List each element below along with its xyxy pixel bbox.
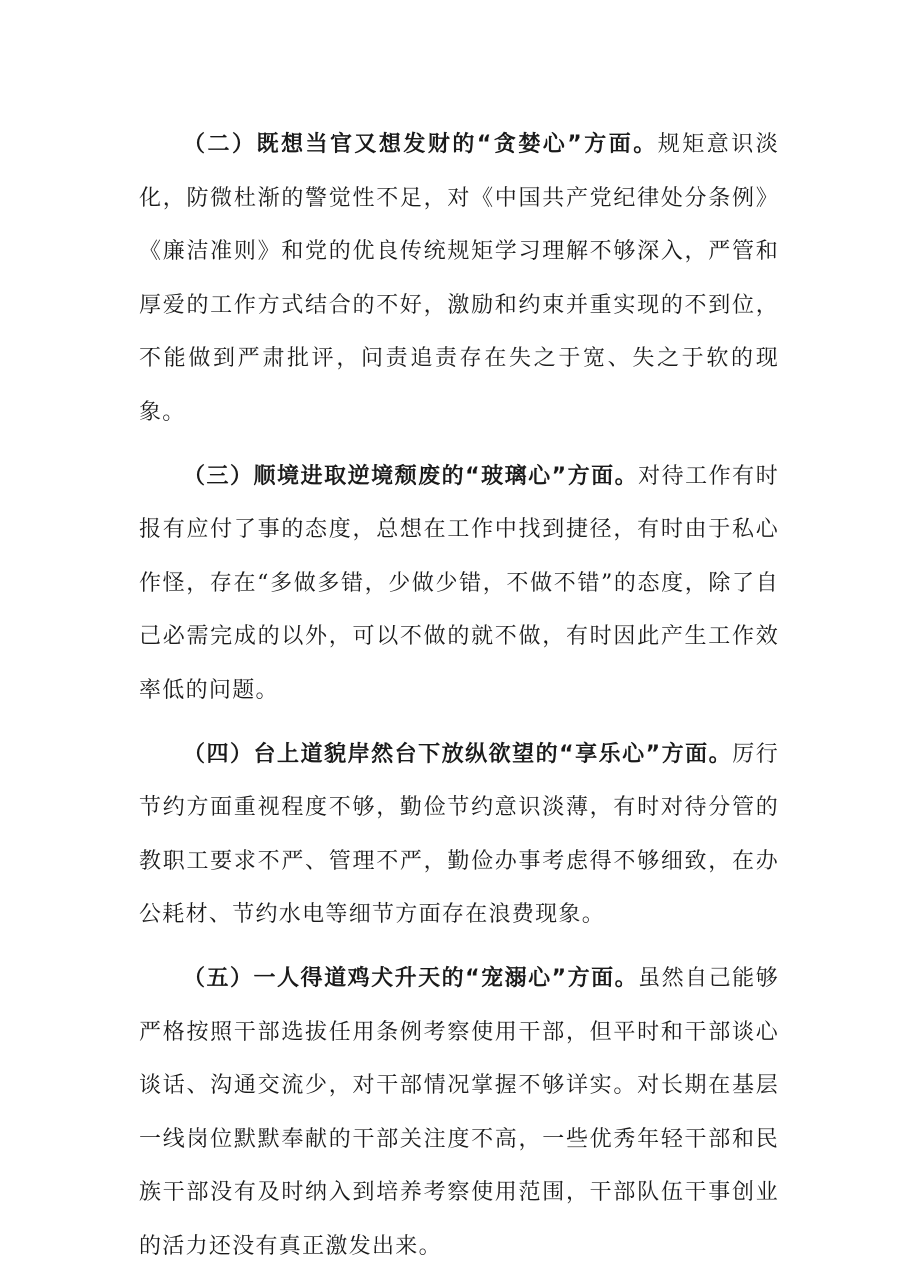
paragraph-heading: （四）台上道貌岸然台下放纵欲望的“享乐心”方面。 <box>183 741 733 767</box>
paragraph-heading: （五）一人得道鸡犬升天的“宠溺心”方面。 <box>183 965 639 991</box>
paragraph-text: 虽然自己能够严格按照干部选拔任用条例考察使用干部，但平时和干部谈心谈话、沟通交流少，对干部情况掌握不够详实。对长期在基层一线岗位默默奉献的干部关注度不高，一些优秀年轻干部和民族干部没有及时纳入到培养考察使用范围，干部队伍干事创业的活力还没有真正激发出来。 <box>139 965 779 1259</box>
paragraph-text: 对待工作有时报有应付了事的态度，总想在工作中找到捷径，有时由于私心作怪，存在“多做多错，少做少错，不做不错”的态度，除了自己必需完成的以外，可以不做的就不做，有时因此产生工作效率低的问题。 <box>139 463 779 703</box>
paragraph-heading: （二）既想当官又想发财的“贪婪心”方面。 <box>183 132 658 157</box>
paragraph-favoritism <box>139 952 779 1274</box>
paragraph-heading: （三）顺境进取逆境颓废的“玻璃心”方面。 <box>183 463 639 489</box>
paragraph-glass-heart <box>139 450 779 718</box>
paragraph-text: 规矩意识淡化，防微杜渐的警觉性不足，对《中国共产党纪律处分条例》《廉洁准则》和党的优良传统规矩学习理解不够深入，严管和厚爱的工作方式结合的不好，激励和约束并重实现的不到位，不能做到严肃批评，问责追责存在失之于宽、失之于软的现象。 <box>139 132 779 425</box>
paragraph-pleasure <box>139 728 779 942</box>
document-body <box>139 118 779 1283</box>
paragraph-greed <box>139 118 779 440</box>
paragraph-text: 厉行节约方面重视程度不够，勤俭节约意识淡薄，有时对待分管的教职工要求不严、管理不严，勤俭办事考虑得不够细致，在办公耗材、节约水电等细节方面存在浪费现象。 <box>139 741 779 928</box>
